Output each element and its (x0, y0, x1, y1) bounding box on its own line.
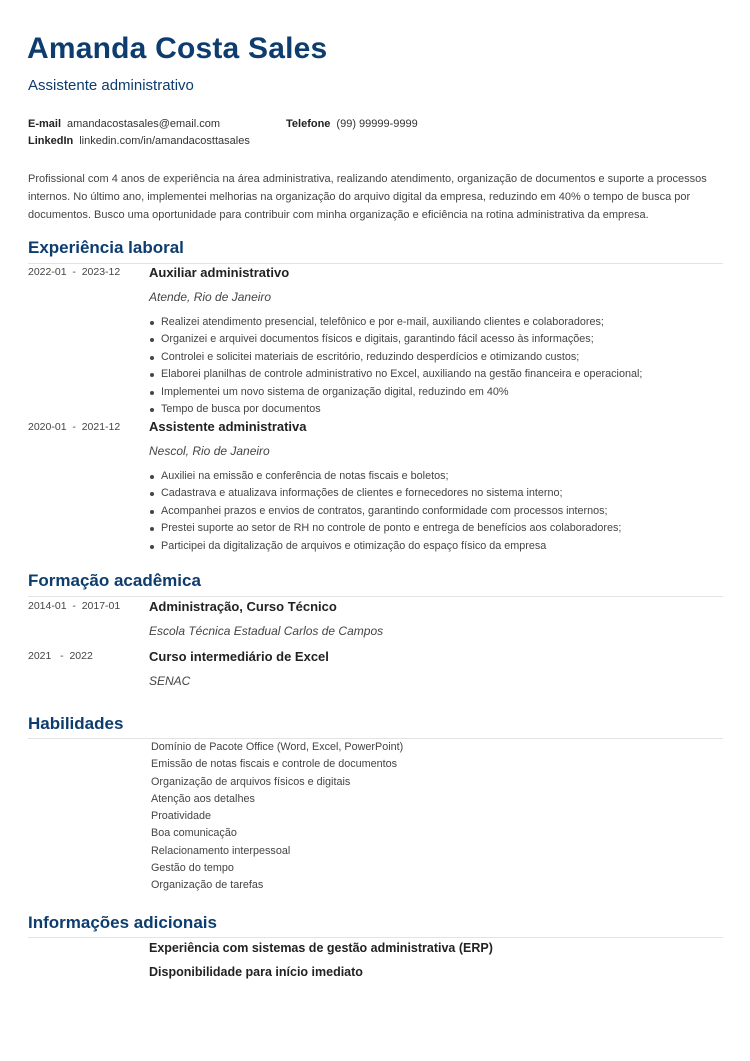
phone-label: Telefone (286, 118, 331, 130)
education-school: SENAC (149, 674, 191, 688)
contact-phone (286, 118, 418, 130)
skill-item: Gestão do tempo (151, 862, 234, 875)
list-item: Controlei e solicitei materiais de escritório, reduzindo desperdícios e otimizando custos; (149, 349, 642, 366)
additional-item: Disponibilidade para início imediato (149, 965, 363, 979)
list-item: Realizei atendimento presencial, telefônico e por e-mail, auxiliando clientes e colaboradores; (149, 314, 642, 331)
job-responsibilities (149, 468, 621, 555)
skills-list (151, 739, 403, 895)
section-divider (28, 263, 723, 264)
list-item: Participei da digitalização de arquivos e otimização do espaço físico da empresa (149, 538, 621, 555)
education-dates: 2021 - 2022 (28, 650, 93, 662)
linkedin-label: LinkedIn (28, 135, 74, 147)
education-school: Escola Técnica Estadual Carlos de Campos (149, 624, 384, 638)
section-title-experience: Experiência laboral (28, 238, 184, 257)
skill-item: Organização de arquivos físicos e digitais (151, 775, 351, 788)
skill-item: Proatividade (151, 810, 212, 823)
professional-summary: Profissional com 4 anos de experiência na área administrativa, realizando atendimento, organização de documentos e suporte a processos internos. No último ano, implementei melhorias na organização do arquivo digital da empresa, reduzindo em 40% o tempo de busca por documentos. Busco uma oportunidade para contribuir com minha organização e eficiência na rotina administrativa da empresa. (28, 173, 707, 221)
section-title-education: Formação acadêmica (28, 571, 201, 590)
education-title: Administração, Curso Técnico (149, 599, 337, 614)
skill-item: Boa comunicação (151, 827, 237, 840)
job-dates: 2020-01 - 2021-12 (28, 421, 121, 433)
list-item: Acompanhei prazos e envios de contratos, garantindo conformidade com processos internos; (149, 503, 621, 520)
job-title: Assistente administrativa (149, 419, 307, 434)
education-dates: 2014-01 - 2017-01 (28, 600, 121, 612)
candidate-name: Amanda Costa Sales (27, 32, 328, 65)
skill-item: Relacionamento interpessoal (151, 844, 291, 857)
contact-email (28, 118, 220, 130)
skill-item: Emissão de notas fiscais e controle de documentos (151, 758, 398, 771)
linkedin-value: linkedin.com/in/amandacosttasales (79, 135, 250, 147)
job-responsibilities (149, 314, 642, 418)
section-divider (28, 937, 723, 938)
skill-item: Organização de tarefas (151, 879, 264, 892)
candidate-role: Assistente administrativo (28, 77, 194, 94)
section-title-skills: Habilidades (28, 714, 124, 733)
list-item: Cadastrava e atualizava informações de clientes e fornecedores no sistema interno; (149, 485, 621, 502)
job-company: Atende, Rio de Janeiro (149, 290, 272, 304)
additional-item: Experiência com sistemas de gestão administrativa (ERP) (149, 941, 493, 955)
section-divider (28, 596, 723, 597)
job-dates: 2022-01 - 2023-12 (28, 266, 121, 278)
list-item: Implementei um novo sistema de organização digital, reduzindo em 40% (149, 384, 642, 401)
list-item: Organizei e arquivei documentos físicos e digitais, garantindo fácil acesso às informações; (149, 331, 642, 348)
phone-value: (99) 99999-9999 (336, 118, 418, 130)
skill-item: Domínio de Pacote Office (Word, Excel, PowerPoint) (151, 741, 404, 753)
skill-item: Atenção aos detalhes (151, 792, 255, 805)
job-title: Auxiliar administrativo (149, 265, 290, 280)
job-company: Nescol, Rio de Janeiro (149, 444, 270, 458)
section-title-additional: Informações adicionais (28, 913, 217, 932)
education-title: Curso intermediário de Excel (149, 649, 329, 664)
list-item: Tempo de busca por documentos (149, 401, 642, 418)
list-item: Elaborei planilhas de controle administrativo no Excel, auxiliando na gestão financeira e operacional; (149, 366, 642, 383)
email-label: E-mail (28, 118, 62, 130)
contact-linkedin (28, 135, 250, 147)
list-item: Prestei suporte ao setor de RH no controle de ponto e entrega de benefícios aos colaboradores; (149, 520, 621, 537)
list-item: Auxiliei na emissão e conferência de notas fiscais e boletos; (149, 468, 621, 485)
email-value: amandacostasales@email.com (67, 118, 221, 130)
